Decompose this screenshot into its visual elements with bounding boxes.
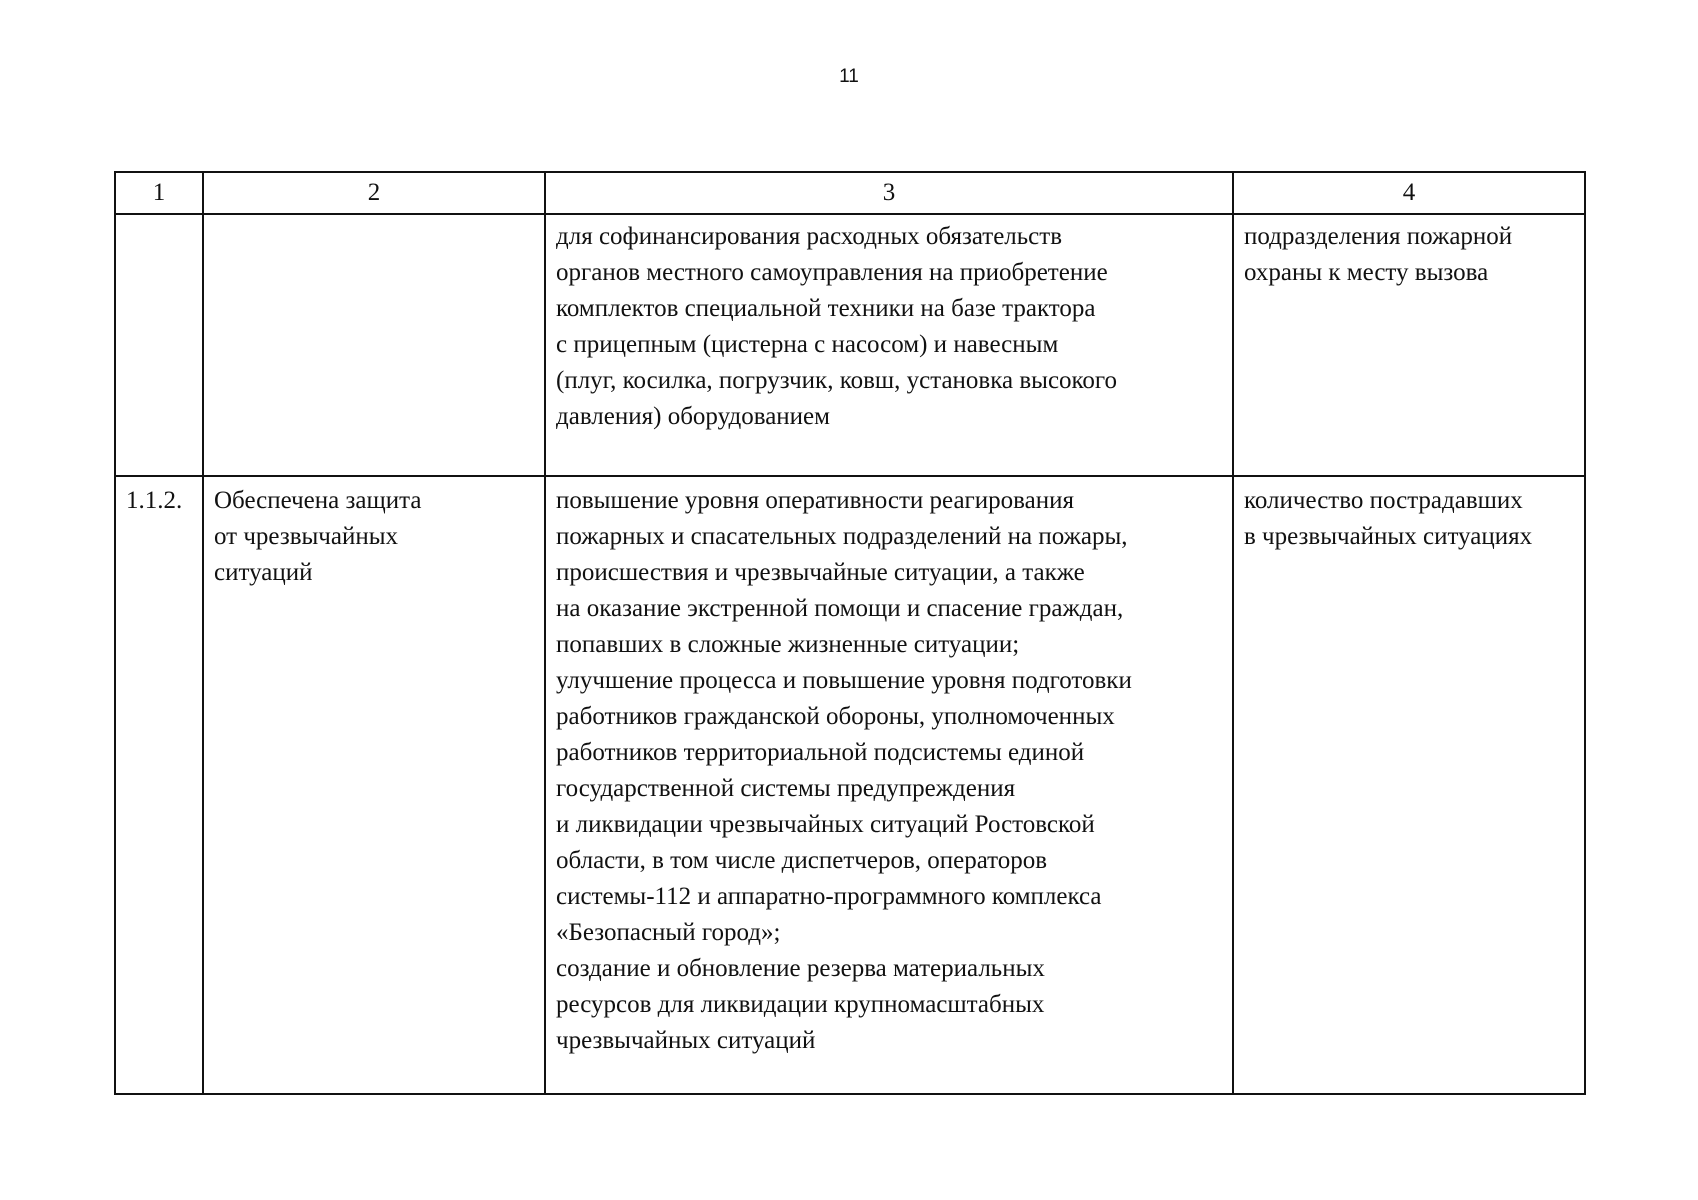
table-header-row (115, 172, 1585, 214)
description-line: чрезвычайных ситуаций (556, 1027, 816, 1054)
indicator-line: подразделения пожарной (1244, 223, 1513, 250)
page-number: 11 (839, 66, 859, 87)
description-line: давления) оборудованием (556, 403, 830, 430)
header-cell-1: 1 (115, 172, 203, 214)
header-cell-2: 2 (203, 172, 545, 214)
description-line: работников гражданской обороны, уполномоченных (556, 703, 1115, 730)
row-indicator-cell (1233, 476, 1585, 1094)
description-line: на оказание экстренной помощи и спасение граждан, (556, 595, 1124, 622)
indicator-line: количество пострадавших (1244, 487, 1523, 514)
title-line: Обеспечена защита (214, 487, 422, 514)
header-cell-4: 4 (1233, 172, 1585, 214)
indicator-line: в чрезвычайных ситуациях (1244, 523, 1533, 550)
row-indicator-cell (1233, 214, 1585, 476)
description-line: с прицепным (цистерна с насосом) и навесным (556, 331, 1059, 358)
row-description-cell (545, 214, 1233, 476)
description-line: (плуг, косилка, погрузчик, ковш, установка высокого (556, 367, 1118, 394)
description-line: области, в том числе диспетчеров, операторов (556, 847, 1048, 874)
description-line: происшествия и чрезвычайные ситуации, а также (556, 559, 1085, 586)
description-line: попавших в сложные жизненные ситуации; (556, 631, 1020, 658)
description-line: системы-112 и аппаратно-программного комплекса (556, 883, 1102, 910)
row-number-cell: 1.1.2. (115, 476, 203, 1094)
description-line: государственной системы предупреждения (556, 775, 1016, 802)
row-description-cell (545, 476, 1233, 1094)
title-line: ситуаций (214, 559, 313, 586)
description-line: пожарных и спасательных подразделений на пожары, (556, 523, 1128, 550)
description-line: ресурсов для ликвидации крупномасштабных (556, 991, 1045, 1018)
description-line: органов местного самоуправления на приобретение (556, 259, 1108, 286)
description-line: и ликвидации чрезвычайных ситуаций Ростовской (556, 811, 1095, 838)
description-line: для софинансирования расходных обязательств (556, 223, 1063, 250)
description-line: создание и обновление резерва материальных (556, 955, 1045, 982)
row-title-cell (203, 214, 545, 476)
description-line: работников территориальной подсистемы единой (556, 739, 1085, 766)
description-line: повышение уровня оперативности реагирования (556, 487, 1075, 514)
table-row (115, 476, 1585, 1094)
document-table (114, 171, 1586, 1095)
description-line: «Безопасный город»; (556, 919, 781, 946)
title-line: от чрезвычайных (214, 523, 399, 550)
indicator-line: охраны к месту вызова (1244, 259, 1489, 286)
row-number-cell (115, 214, 203, 476)
description-line: комплектов специальной техники на базе трактора (556, 295, 1096, 322)
table-row (115, 214, 1585, 476)
header-cell-3: 3 (545, 172, 1233, 214)
row-title-cell (203, 476, 545, 1094)
description-line: улучшение процесса и повышение уровня подготовки (556, 667, 1132, 694)
